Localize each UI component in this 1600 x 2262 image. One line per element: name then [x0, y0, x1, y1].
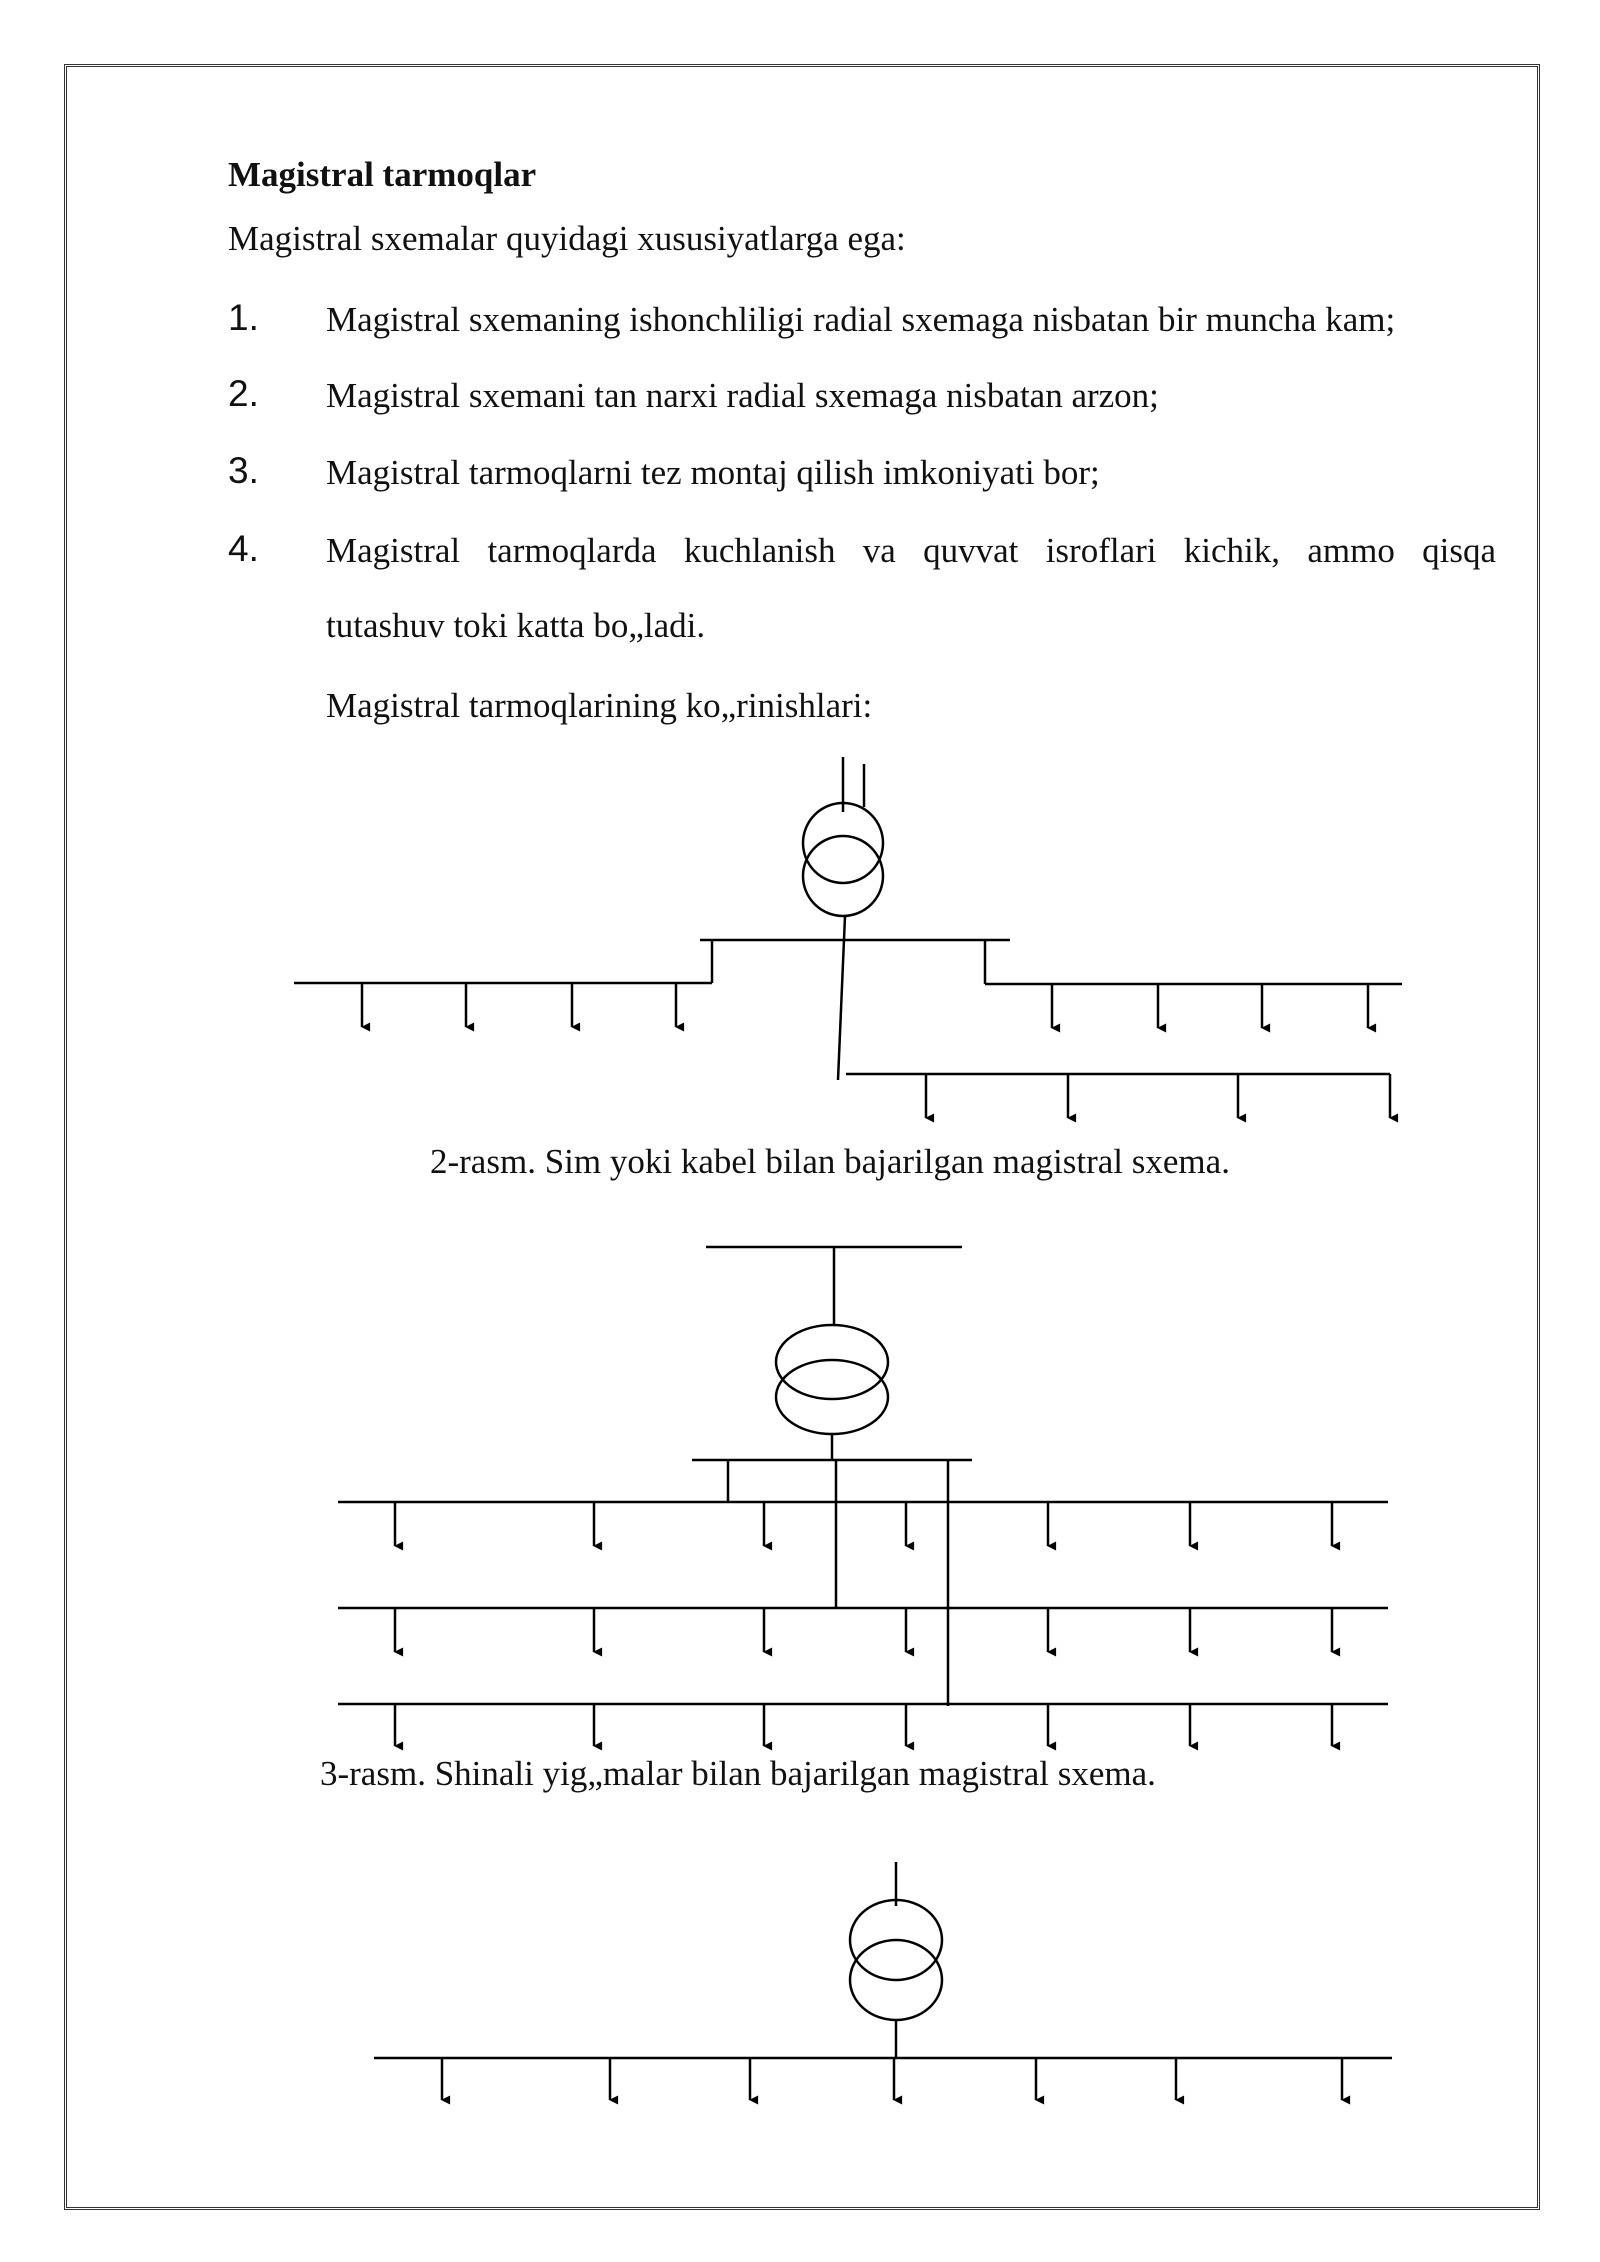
- list-number-3: 3.: [228, 450, 259, 491]
- transformer-icon: [776, 1360, 888, 1434]
- list-item-4-line2: tutashuv toki katta bo„ladi.: [326, 606, 706, 645]
- list-item-2: Magistral sxemani tan narxi radial sxemaga nisbatan arzon;: [326, 376, 1159, 415]
- list-number-1: 1.: [228, 297, 259, 338]
- figure-2-schematic: [294, 757, 1402, 1118]
- list-number-2: 2.: [228, 373, 259, 414]
- figure-3-caption: 3-rasm. Shinali yig„malar bilan bajarilgan magistral sxema.: [320, 1754, 1156, 1793]
- views-heading: Magistral tarmoqlarining ko„rinishlari:: [326, 686, 873, 725]
- list-number-4: 4.: [228, 528, 259, 569]
- figure-2-caption: 2-rasm. Sim yoki kabel bilan bajarilgan magistral sxema.: [430, 1142, 1230, 1181]
- list-item-4-line1: Magistral tarmoqlarda kuchlanish va quvvat isroflari kichik, ammo qisqa: [326, 531, 1496, 570]
- transformer-icon: [803, 803, 883, 883]
- figure-4-schematic: [374, 1862, 1392, 2100]
- list-item-3: Magistral tarmoqlarni tez montaj qilish imkoniyati bor;: [326, 453, 1100, 492]
- transformer-icon: [803, 836, 883, 916]
- intro-text: Magistral sxemalar quyidagi xususiyatlarga ega:: [228, 219, 906, 258]
- figure-3-schematic: [338, 1247, 1388, 1746]
- list-item-1: Magistral sxemaning ishonchliligi radial sxemaga nisbatan bir muncha kam;: [326, 300, 1396, 339]
- section-title: Magistral tarmoqlar: [228, 155, 537, 194]
- transformer-icon: [776, 1325, 888, 1399]
